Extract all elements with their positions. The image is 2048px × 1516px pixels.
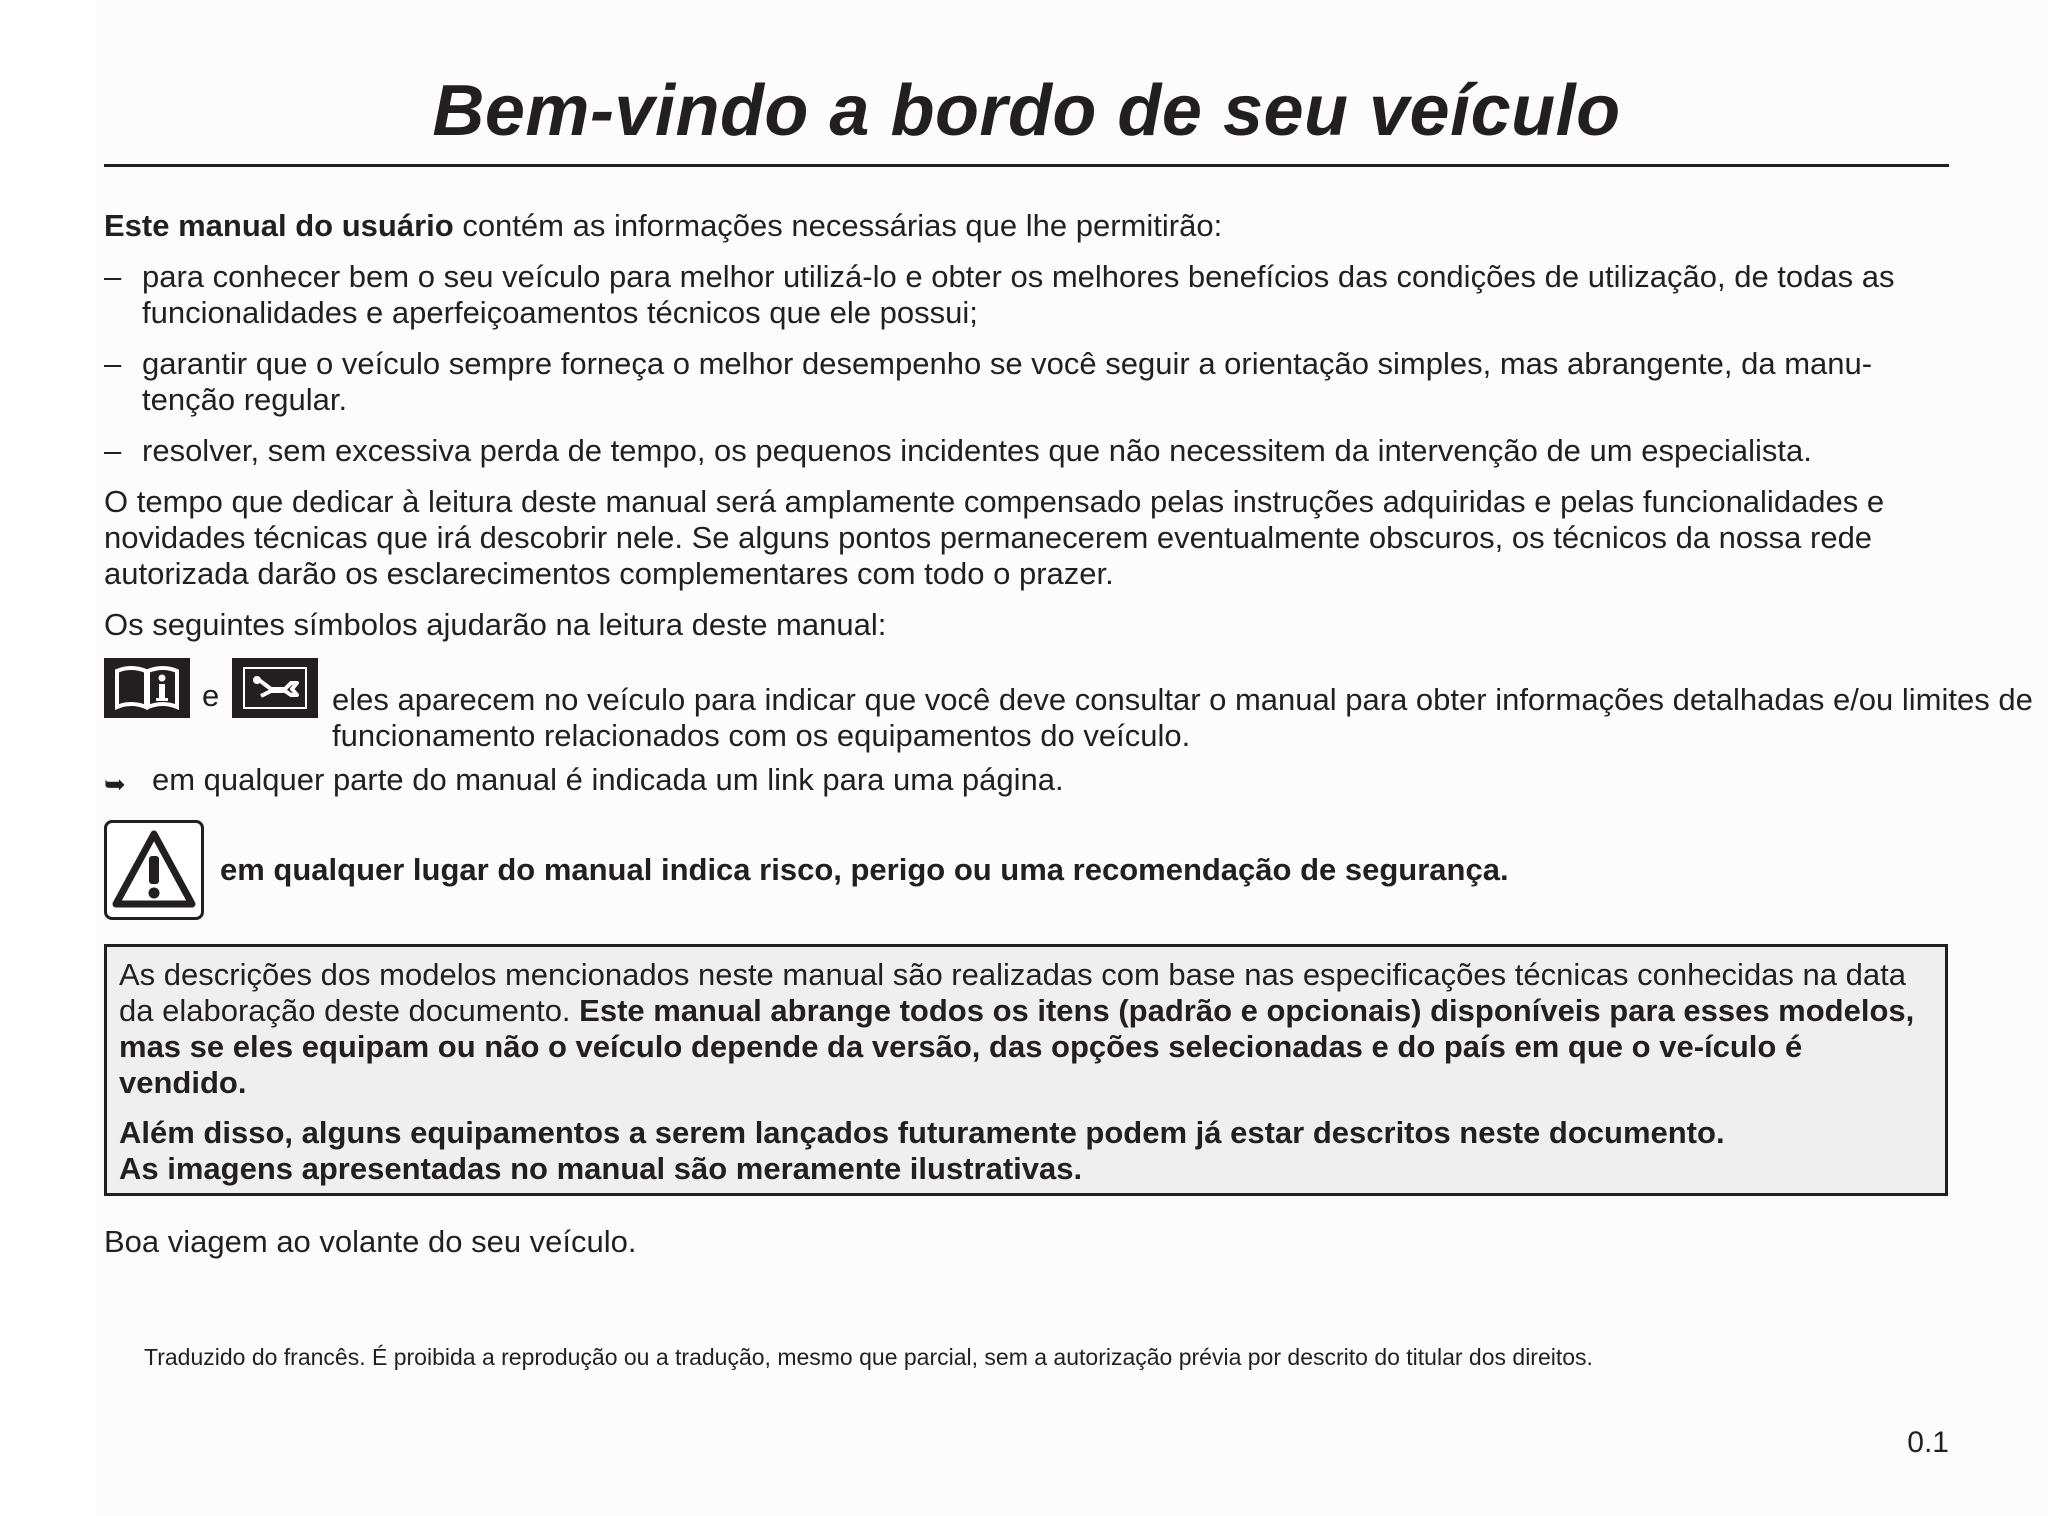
intro-text: contém as informações necessárias que lhe permitirão: xyxy=(453,208,1223,243)
notice-line: As imagens apresentadas no manual são meramente ilustrativas. xyxy=(119,1151,1083,1186)
manual-page xyxy=(104,0,2033,1516)
warning-row xyxy=(104,820,1949,924)
intro-paragraph xyxy=(104,208,1949,244)
notice-bold-text: Este manual abrange todos os itens (padrão e opcionais) disponíveis para esses modelos, mas se eles equipam ou não o veículo depende da versão, das opções selecionadas e do país em que o ve-ículo é vendido. xyxy=(119,993,1915,1100)
dash-marker: – xyxy=(104,433,122,468)
symbols-intro: Os seguintes símbolos ajudarão na leitura deste manual: xyxy=(104,607,887,642)
warning-triangle-icon xyxy=(104,820,204,920)
list-item-text: resolver, sem excessiva perda de tempo, os pequenos incidentes que não necessitem da intervenção de um especialista. xyxy=(142,433,1812,468)
notice-regular-text: As descrições dos modelos mencionados neste manual são realizadas com base nas especificações técnicas conhecidas na data da elaboração deste documento. xyxy=(119,957,1906,1028)
reading-time-paragraph: O tempo que dedicar à leitura deste manual será amplamente compensado pelas instruções adquiridas e pelas funcionalidades e novidades técnicas que irá descobrir nele. Se alguns pontos permanecerem eventualmente obscuros, os técnicos da nossa rede autorizada darão os esclarecimentos complementares com todo o prazer. xyxy=(104,484,1885,591)
dash-marker: – xyxy=(104,346,122,381)
and-label: e xyxy=(202,678,220,713)
notice-paragraph xyxy=(119,957,1935,1101)
warning-text: em qualquer lugar do manual indica risco, perigo ou uma recomendação de segurança. xyxy=(220,852,1509,887)
list-item xyxy=(104,346,1949,418)
book-info-icon xyxy=(104,658,190,718)
link-line xyxy=(104,762,1949,798)
intro-bold: Este manual do usuário xyxy=(104,208,454,243)
notice-line: Além disso, alguns equipamentos a serem lançados futuramente podem já estar descritos neste documento. xyxy=(119,1115,1725,1150)
list-item xyxy=(104,433,1949,469)
list-item-text: garantir que o veículo sempre forneça o melhor desempenho se você seguir a orientação simples, mas abrangente, da manu-tenção regular. xyxy=(142,346,1873,417)
list-item xyxy=(104,259,1949,331)
link-line-text: em qualquer parte do manual é indicada um link para uma página. xyxy=(152,762,1064,797)
notice-box xyxy=(104,944,1948,1196)
symbols-description: eles aparecem no veículo para indicar que você deve consultar o manual para obter informações detalhadas e/ou limites de funcionamento relacionados com os equipamentos do veículo. xyxy=(332,682,2033,753)
page-body xyxy=(104,208,2033,1275)
arrow-link-icon: ➥ xyxy=(104,769,126,799)
dash-marker: – xyxy=(104,259,122,294)
wrench-icon xyxy=(232,658,318,718)
list-item-text: para conhecer bem o seu veículo para melhor utilizá-lo e obter os melhores benefícios das condições de utilização, de todas as funcionalidades e aperfeiçoamentos técnicos que ele possui; xyxy=(142,259,1895,330)
notice-paragraph-2 xyxy=(119,1115,1935,1187)
title-rule xyxy=(104,164,1949,167)
page-title: Bem-vindo a bordo de seu veículo xyxy=(432,71,1621,151)
translation-footnote: Traduzido do francês. É proibida a reprodução ou a tradução, mesmo que parcial, sem a autorização prévia por descrito do titular dos direitos. xyxy=(144,1344,1593,1370)
page-number: 0.1 xyxy=(1907,1426,1949,1459)
symbols-row xyxy=(104,658,2033,754)
closing-text: Boa viagem ao volante do seu veículo. xyxy=(104,1224,637,1259)
